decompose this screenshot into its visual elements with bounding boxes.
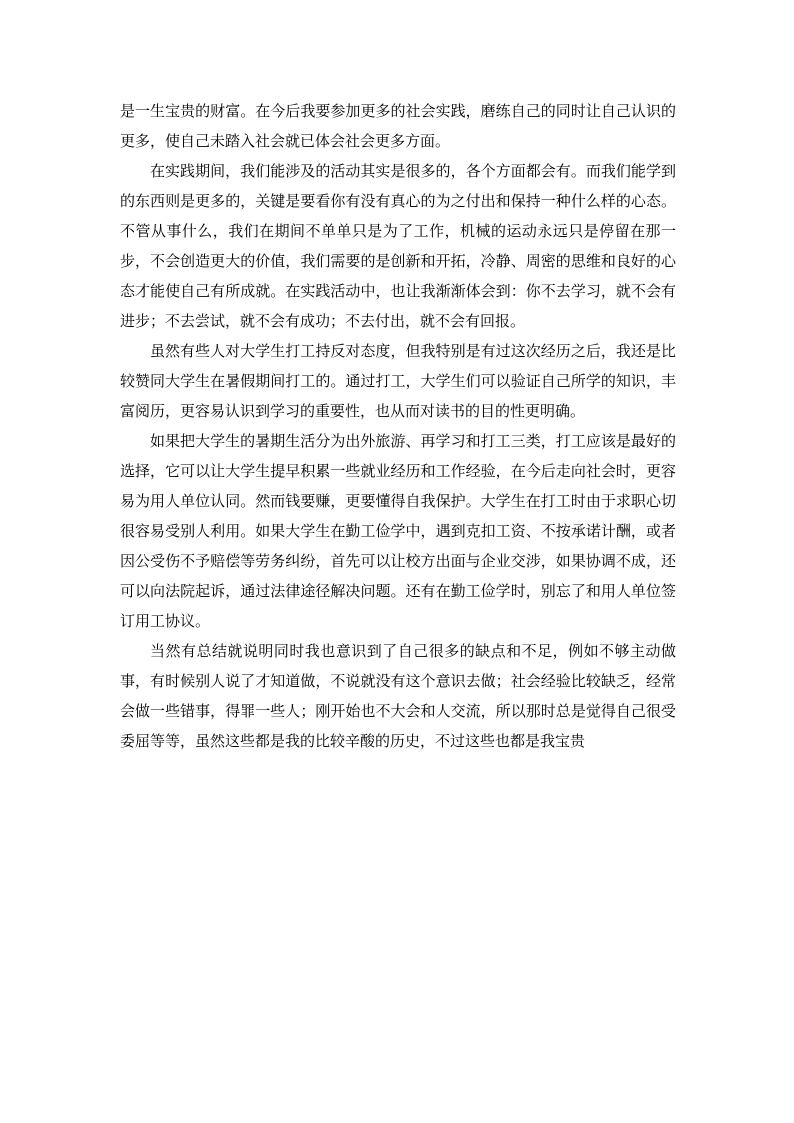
- document-body: [120, 96, 676, 756]
- paragraph-3: 虽然有些人对大学生打工持反对态度，但我特别是有过这次经历之后，我还是比较赞同大学生在暑假期间打工的。通过打工，大学生们可以验证自己所学的知识，丰富阅历，更容易认识到学习的重要性，也从而对读书的目的性更明确。: [120, 342, 676, 420]
- paragraph-1-continuation: 是一生宝贵的财富。在今后我要参加更多的社会实践，磨练自己的同时让自己认识的更多，使自己未踏入社会就已体会社会更多方面。: [120, 102, 676, 150]
- paragraph-2: 在实践期间，我们能涉及的活动其实是很多的，各个方面都会有。而我们能学到的东西则是更多的，关键是要看你有没有真心的为之付出和保持一种什么样的心态。不管从事什么，我们在期间不单单只是为了工作，机械的运动永远只是停留在那一步，不会创造更大的价值，我们需要的是创新和开拓，冷静、周密的思维和良好的心态才能使自己有所成就。在实践活动中，也让我渐渐体会到：你不去学习，就不会有进步；不去尝试，就不会有成功；不去付出，就不会有回报。: [120, 162, 676, 330]
- paragraph-5: 当然有总结就说明同时我也意识到了自己很多的缺点和不足，例如不够主动做事，有时候别人说了才知道做，不说就没有这个意识去做；社会经验比较缺乏，经常会做一些错事，得罪一些人；刚开始也不大会和人交流，所以那时总是觉得自己很受委屈等等，虽然这些都是我的比较辛酸的历史，不过这些也都是我宝贵: [120, 642, 676, 750]
- paragraph-4: 如果把大学生的暑期生活分为出外旅游、再学习和打工三类，打工应该是最好的选择，它可以让大学生提早积累一些就业经历和工作经验，在今后走向社会时，更容易为用人单位认同。然而钱要赚，更要懂得自我保护。大学生在打工时由于求职心切很容易受别人利用。如果大学生在勤工俭学中，遇到克扣工资、不按承诺计酬，或者因公受伤不予赔偿等劳务纠纷，首先可以让校方出面与企业交涉，如果协调不成，还可以向法院起诉，通过法律途径解决问题。还有在勤工俭学时，别忘了和用人单位签订用工协议。: [120, 432, 676, 630]
